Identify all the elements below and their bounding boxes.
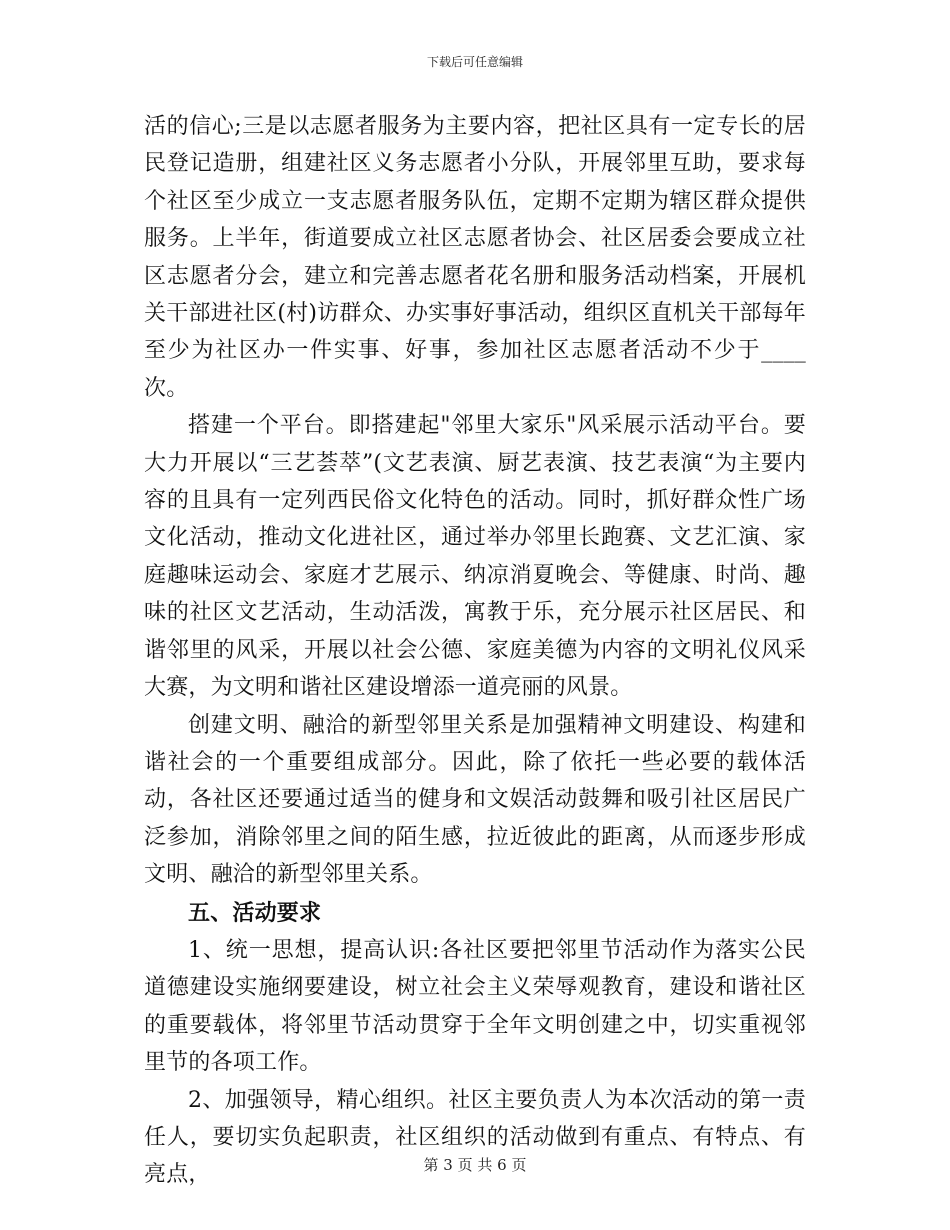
document-body — [144, 108, 806, 1194]
page-number: 第 3 页 共 6 页 — [423, 1156, 527, 1174]
paragraph-requirement-2: 2、加强领导，精心组织。社区主要负责人为本次活动的第一责任人，要切实负起职责，社区组织的活动做到有重点、有特点、有亮点， — [144, 1087, 806, 1188]
paragraph-platform: 搭建一个平台。即搭建起"邻里大家乐"风采展示活动平台。要大力开展以“三艺荟萃”(文艺表演、厨艺表演、技艺表演“为主要内容的且具有一定列西民俗文化特色的活动。同时，抓好群众性广场文化活动，推动文化进社区，通过举办邻里长跑赛、文艺汇演、家庭趣味运动会、家庭才艺展示、纳凉消夏晚会、等健康、时尚、趣味的社区文艺活动，生动活泼，寓教于乐，充分展示社区居民、和谐邻里的风采，开展以社会公德、家庭美德为内容的文明礼仪风采大赛，为文明和谐社区建设增添一道亮丽的风景。 — [144, 413, 806, 701]
paragraph-requirement-1: 1、统一思想，提高认识:各社区要把邻里节活动作为落实公民道德建设实施纲要建设，树立社会主义荣辱观教育，建设和谐社区的重要载体，将邻里节活动贯穿于全年文明创建之中，切实重视邻里节的各项工作。 — [144, 937, 806, 1076]
page-header-note: 下载后可任意编辑 — [426, 55, 523, 69]
paragraph-neighbor-relations: 创建文明、融洽的新型邻里关系是加强精神文明建设、构建和谐社会的一个重要组成部分。因此，除了依托一些必要的载体活动，各社区还要通过适当的健身和文娱活动鼓舞和吸引社区居民广泛参加，消除邻里之间的陌生感，拉近彼此的距离，从而逐步形成文明、融洽的新型邻里关系。 — [144, 712, 806, 888]
paragraph-volunteer-service: 活的信心;三是以志愿者服务为主要内容，把社区具有一定专长的居民登记造册，组建社区义务志愿者小分队，开展邻里互助，要求每个社区至少成立一支志愿者服务队伍，定期不定期为辖区群众提供服务。上半年，街道要成立社区志愿者协会、社区居委会要成立社区志愿者分会，建立和完善志愿者花名册和服务活动档案，开展机关干部进社区(村)访群众、办实事好事活动，组织区直机关干部每年至少为社区办一件实事、好事，参加社区志愿者活动不少于____次。 — [144, 114, 806, 401]
section-heading-requirements: 五、活动要求 — [188, 899, 322, 926]
